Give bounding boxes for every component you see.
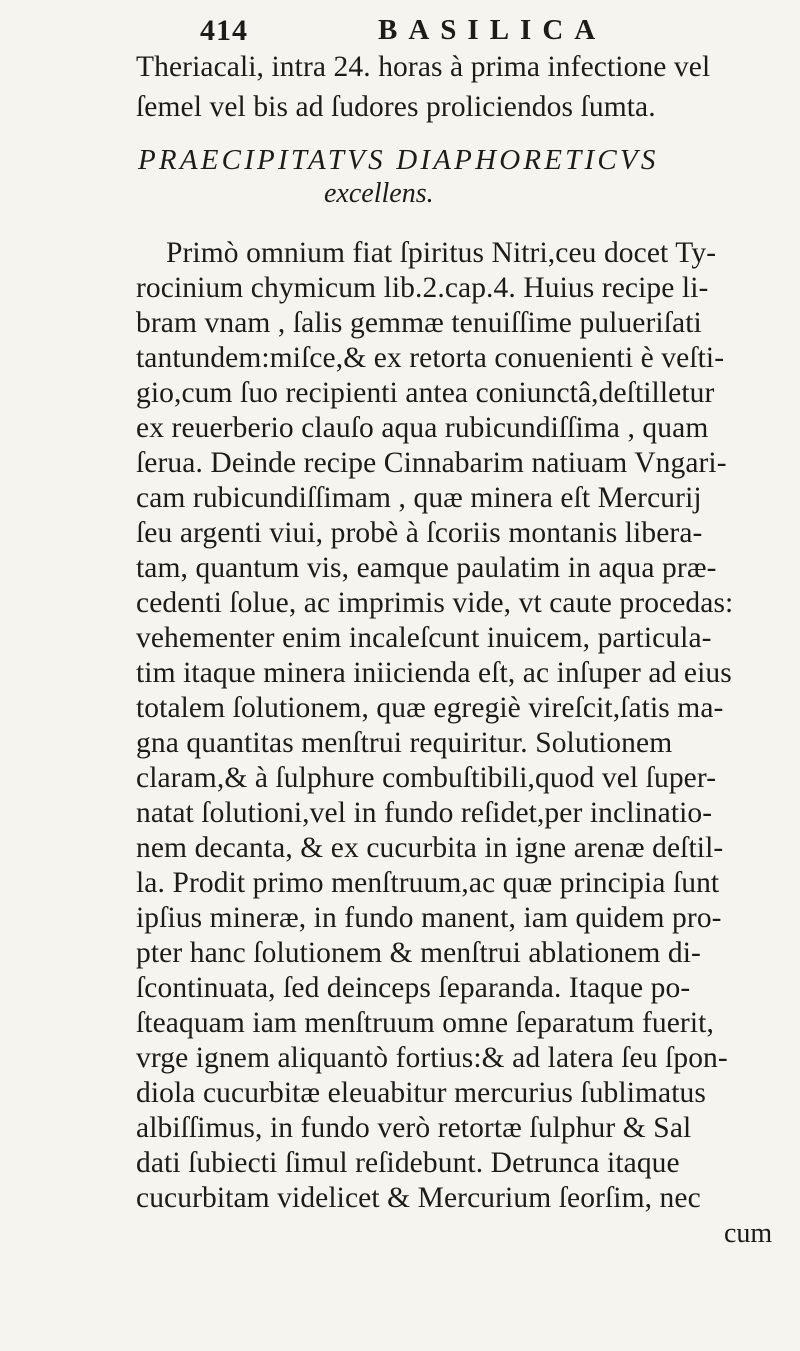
text-line: Primò omnium fiat ſpiritus Nitri,ceu docet Ty- [166,237,717,269]
text-line: natat ſolutioni,vel in fundo reſidet,per inclinatio- [136,797,713,829]
text-line: tam, quantum vis, eamque paulatim in aqua præ- [136,552,717,584]
text-line: claram,& à ſulphure combuſtibili,quod vel ſuper- [136,762,717,794]
text-line: tim itaque minera iniicienda eſt, ac inſuper ad eius [136,657,732,689]
text-line: tantundem:miſce,& ex retorta conuenienti è veſti- [136,342,725,374]
text-line: vrge ignem aliquantò fortius:& ad latera ſeu ſpon- [136,1042,728,1074]
text-line: nem decanta, & ex cucurbita in igne arenæ deſtil- [136,832,724,864]
text-line: rocinium chymicum lib.2.cap.4. Huius recipe li- [136,272,709,304]
text-line: ex reuerberio clauſo aqua rubicundiſſima , quam [136,412,709,444]
text-line: ſteaquam iam menſtruum omne ſeparatum fuerit, [136,1007,714,1039]
text-line: ſeu argenti viui, probè à ſcoriis montanis libera- [136,517,703,549]
text-line: pter hanc ſolutionem & menſtrui ablationem di- [136,937,701,969]
running-title: BASILICA [378,14,607,46]
text-line: vehementer enim incaleſcunt inuicem, particula- [136,622,712,654]
text-line: dati ſubiecti ſimul reſidebunt. Detrunca itaque [136,1147,680,1179]
catchword: cum [724,1218,773,1249]
text-line: ſemel vel bis ad ſudores proliciendos ſumta. [136,91,656,123]
text-line: gna quantitas menſtrui requiritur. Solutionem [136,727,673,759]
text-line: cam rubicundiſſimam , quæ minera eſt Mercurij [136,482,702,514]
page-header [200,14,660,54]
section-title: PRAECIPITATVS DIAPHORETICVS [138,144,659,176]
text-line: totalem ſolutionem, quæ egregiè vireſcit,ſatis ma- [136,692,724,724]
text-line: bram vnam , ſalis gemmæ tenuiſſime pulueriſati [136,307,702,339]
text-line: ipſius mineræ, in fundo manent, iam quidem pro- [136,902,722,934]
text-line: albiſſimus, in fundo verò retortæ ſulphur & Sal [136,1112,692,1144]
text-line: gio,cum ſuo recipienti antea coniunctâ,deſtilletur [136,377,715,409]
page-number: 414 [200,14,248,47]
section-subtitle: excellens. [324,178,434,209]
text-line: Theriacali, intra 24. horas à prima infectione vel [136,51,711,83]
text-line: diola cucurbitæ eleuabitur mercurius ſublimatus [136,1077,706,1109]
text-line: la. Prodit primo menſtruum,ac quæ principia ſunt [136,867,720,899]
text-line: ſcontinuata, ſed deinceps ſeparanda. Itaque po- [136,972,691,1004]
text-line: ſerua. Deinde recipe Cinnabarim natiuam Vngari- [136,447,727,479]
text-line: cedenti ſolue, ac imprimis vide, vt caute procedas: [136,587,734,619]
text-line: cucurbitam videlicet & Mercurium ſeorſim, nec [136,1182,701,1214]
